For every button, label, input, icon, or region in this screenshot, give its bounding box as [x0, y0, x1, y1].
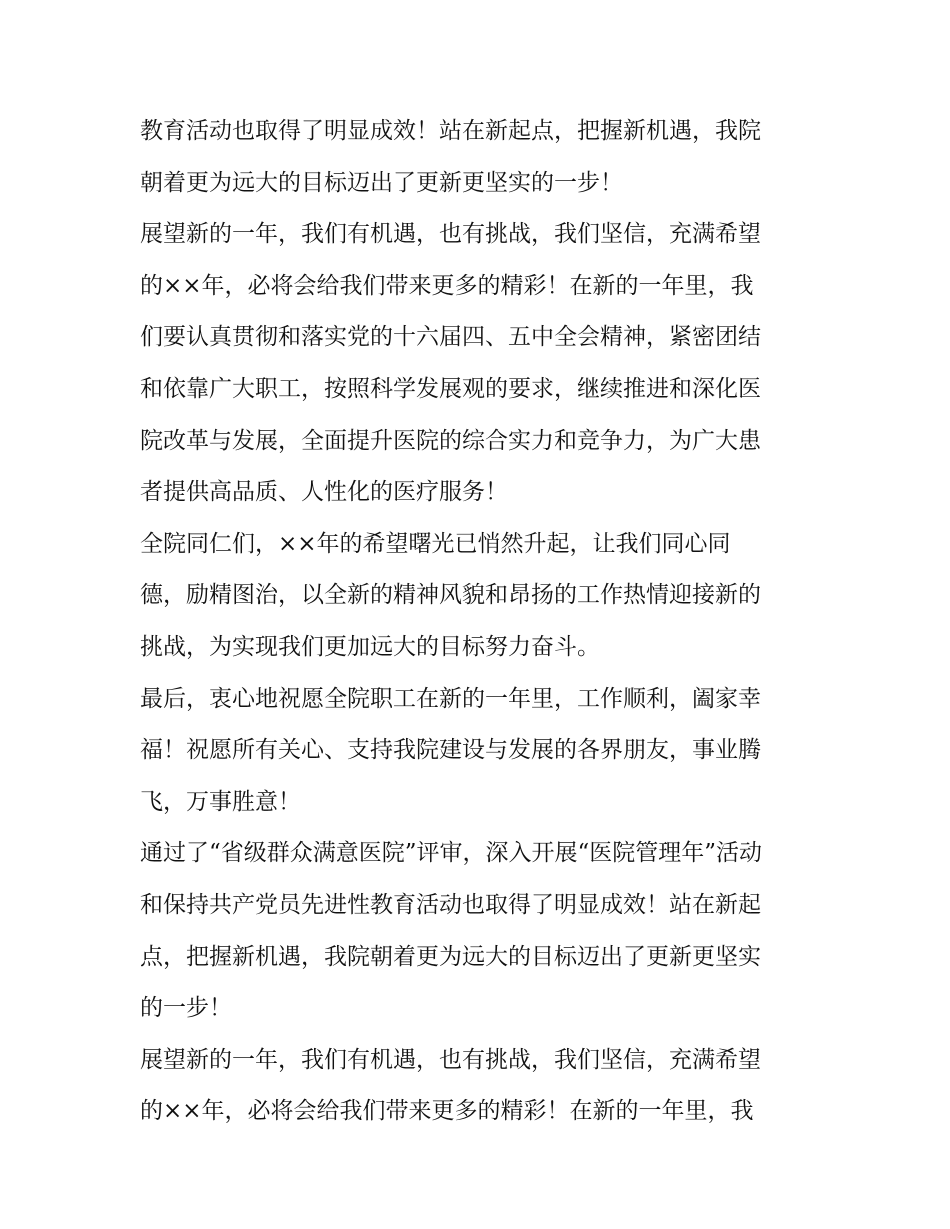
text-line: 的一步！: [140, 995, 232, 1022]
text-line: 的××年，必将会给我们带来更多的精彩！在新的一年里，我: [140, 272, 754, 299]
text-line: 通过了“省级群众满意医院”评审，深入开展“医院管理年”活动: [140, 840, 763, 867]
text-line: 点，把握新机遇，我院朝着更为远大的目标迈出了更新更坚实: [140, 943, 761, 970]
text-line: 挑战，为实现我们更加远大的目标努力奋斗。: [140, 633, 600, 660]
text-line: 福！祝愿所有关心、支持我院建设与发展的各界朋友，事业腾: [140, 737, 761, 764]
text-line: 和依靠广大职工，按照科学发展观的要求，继续推进和深化医: [140, 375, 761, 402]
text-line: 们要认真贯彻和落实党的十六届四、五中全会精神，紧密团结: [140, 324, 761, 351]
text-line: 展望新的一年，我们有机遇，也有挑战，我们坚信，充满希望: [140, 1046, 761, 1073]
text-line: 者提供高品质、人性化的医疗服务！: [140, 479, 508, 506]
text-line: 最后，衷心地祝愿全院职工在新的一年里，工作顺利，阖家幸: [140, 685, 761, 712]
text-line: 和保持共产党员先进性教育活动也取得了明显成效！站在新起: [140, 891, 761, 918]
text-line: 展望新的一年，我们有机遇，也有挑战，我们坚信，充满希望: [140, 221, 761, 248]
text-line: 院改革与发展，全面提升医院的综合实力和竞争力，为广大患: [140, 427, 761, 454]
document-body: [140, 106, 820, 1138]
text-line: 教育活动也取得了明显成效！站在新起点，把握新机遇，我院: [140, 118, 761, 144]
text-line: 飞，万事胜意！: [140, 788, 301, 815]
text-line: 德，励精图治，以全新的精神风貌和昂扬的工作热情迎接新的: [140, 582, 761, 609]
text-line: 朝着更为远大的目标迈出了更新更坚实的一步！: [140, 169, 623, 196]
text-line: 的××年，必将会给我们带来更多的精彩！在新的一年里，我: [140, 1098, 754, 1125]
text-line: 全院同仁们，××年的希望曙光已悄然升起，让我们同心同: [140, 530, 731, 557]
